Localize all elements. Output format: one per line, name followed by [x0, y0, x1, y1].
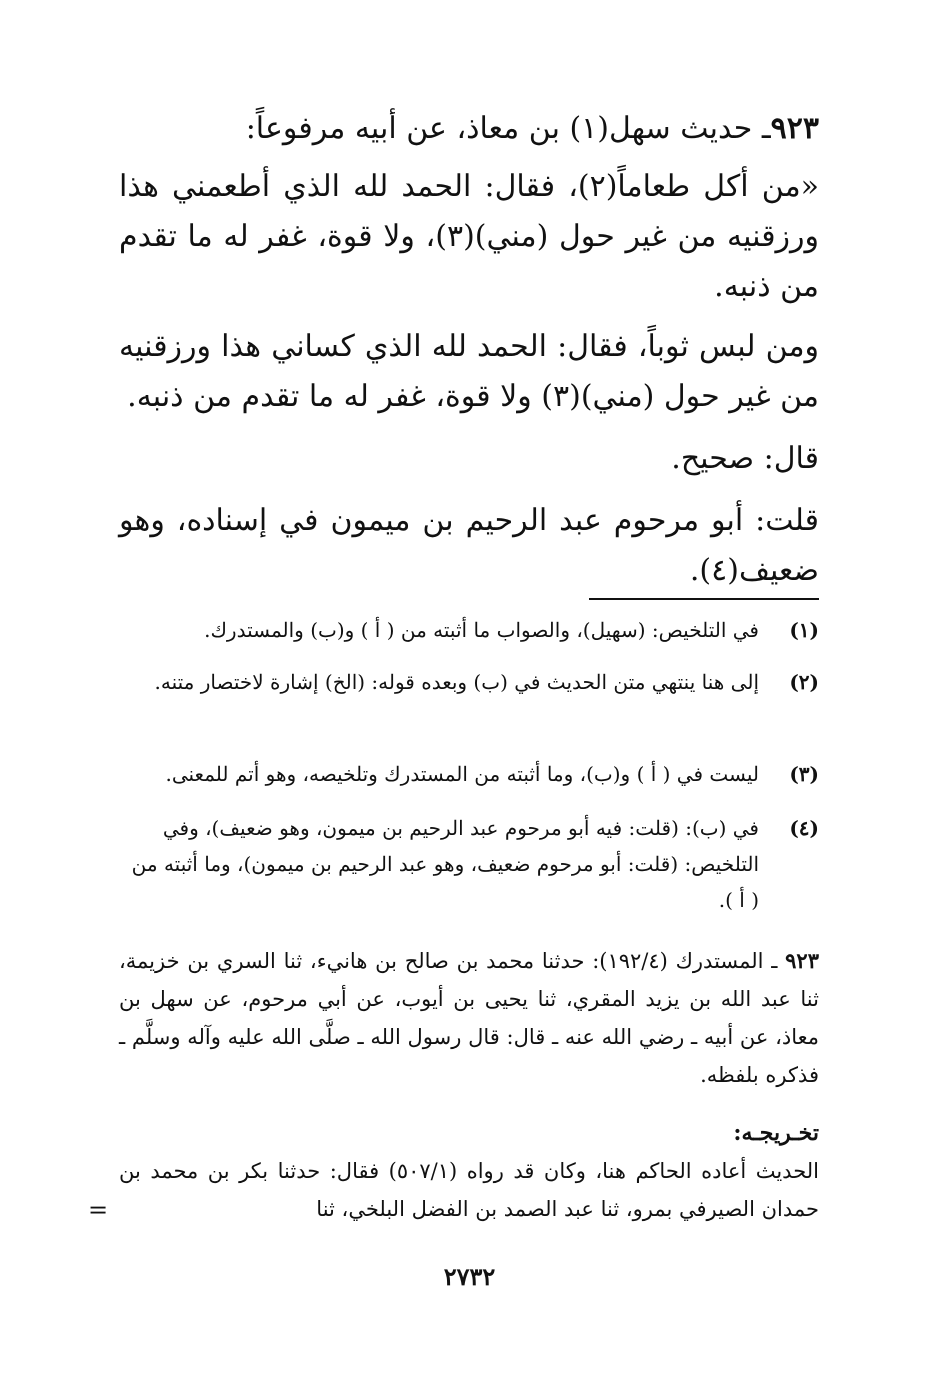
takhrij-block — [119, 1114, 819, 1228]
footnote-number: (١) — [789, 618, 819, 642]
footnote-2 — [119, 664, 819, 700]
takhrij-text: الحديث أعاده الحاكم هنا، وكان قد رواه (٥٠٧/١) فقال: حدثنا بكر بن محمد بن حمدان الصيرفي بمرو، ثنا عبد الصمد بن الفضل البلخي، ثنا — [119, 1159, 819, 1221]
hadith-number: ٩٢٣ — [770, 111, 819, 146]
hadith-block — [119, 104, 819, 596]
source-text: ـ المستدرك (١٩٢/٤): حدثنا محمد بن صالح بن هانيء، ثنا السري بن خزيمة، ثنا عبد الله بن يزيد المقري، ثنا يحيى بن أيوب، عن أبي مرحوم، عن سهل بن معاذ، عن أبيه ـ رضي الله عنه ـ قال: قال رسول الله ـ صلَّى الله عليه وآله وسلَّم ـ فذكره بلفظه. — [119, 949, 819, 1087]
footnote-4 — [119, 810, 819, 918]
hadith-paragraph-4: قلت: أبو مرحوم عبد الرحيم بن ميمون في إسناده، وهو ضعيف(٤). — [119, 503, 819, 588]
footnote-number: (٢) — [789, 670, 819, 694]
footnote-1 — [119, 612, 819, 648]
takhrij-heading: تخـريجـه: — [733, 1120, 819, 1146]
hadith-paragraph-1: «من أكل طعاماً(٢)، فقال: الحمد لله الذي أطعمني هذا ورزقنيه من غير حول (مني)(٣)، ولا قوة، غفر له ما تقدم من ذنبه. — [119, 169, 820, 304]
footnote-text: في التلخيص: (سهيل)، والصواب ما أثبته من ( أ ) و(ب) والمستدرك. — [204, 618, 759, 642]
footnote-3 — [119, 756, 819, 792]
hadith-heading — [119, 104, 819, 154]
page-number: ٢٧٣٢ — [443, 1262, 496, 1291]
footnote-text: ليست في ( أ ) و(ب)، وما أثبته من المستدرك وتلخيصه، وهو أتم للمعنى. — [165, 762, 759, 786]
continuation-mark: = — [88, 1196, 109, 1224]
hadith-paragraph-2: ومن لبس ثوباً، فقال: الحمد لله الذي كساني هذا ورزقنيه من غير حول (مني)(٣) ولا قوة، غفر له ما تقدم من ذنبه. — [119, 329, 819, 414]
source-block — [119, 942, 819, 1094]
footnote-separator — [589, 598, 819, 600]
footnote-number: (٣) — [789, 762, 819, 786]
footnote-text: إلى هنا ينتهي متن الحديث في (ب) وبعده قوله: (الخ) إشارة لاختصار متنه. — [154, 670, 759, 694]
hadith-title: ـ حديث سهل(١) بن معاذ، عن أبيه مرفوعاً: — [245, 111, 771, 146]
source-number: ٩٢٣ — [785, 948, 819, 973]
hadith-paragraph-3: قال: صحيح. — [671, 441, 819, 476]
footnote-number: (٤) — [789, 816, 819, 840]
footnote-text: في (ب): (قلت: فيه أبو مرحوم عبد الرحيم بن ميمون، وهو ضعيف)، وفي التلخيص: (قلت: أبو مرحوم ضعيف، وهو عبد الرحيم بن ميمون)، وما أثبته من ( أ ). — [131, 816, 759, 912]
